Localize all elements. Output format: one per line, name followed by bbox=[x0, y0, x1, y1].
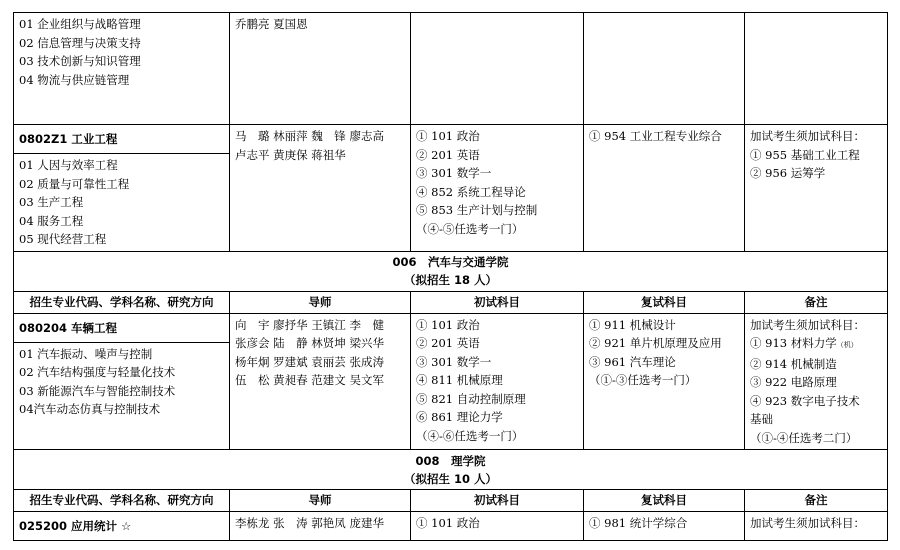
header-row bbox=[14, 490, 888, 512]
direction-item: 04汽车动态仿真与控制技术 bbox=[19, 402, 161, 416]
exam-item: ② 201 英语 bbox=[416, 336, 480, 350]
enrollment-table bbox=[13, 12, 888, 541]
exam-item: ⑤ 821 自动控制原理 bbox=[416, 391, 526, 406]
table-row bbox=[14, 512, 888, 541]
exam-item: ④ 852 系统工程导论 bbox=[416, 184, 526, 199]
initial-exam-cell bbox=[411, 13, 584, 125]
exam-item: ③ 301 数学一 bbox=[416, 354, 492, 369]
direction-item: 02 质量与可靠性工程 bbox=[19, 176, 130, 191]
notes-cell bbox=[745, 125, 888, 252]
initial-exam-cell bbox=[411, 512, 584, 541]
exam-item: ② 201 英语 bbox=[416, 147, 480, 162]
section-header-008 bbox=[14, 450, 888, 490]
note-subscript: （机） bbox=[836, 341, 858, 349]
note-item: （①-④任选考二门） bbox=[750, 430, 858, 445]
notes-cell bbox=[745, 313, 888, 450]
exam-item: （④-⑤任选考一门） bbox=[416, 221, 524, 236]
column-header: 复试科目 bbox=[584, 490, 745, 512]
retest-item: ① 954 工业工程专业综合 bbox=[589, 129, 722, 143]
advisor-line: 李栋龙 张 涛 郭艳凤 庞建华 bbox=[235, 516, 384, 530]
retest-cell bbox=[584, 125, 745, 252]
column-header: 招生专业代码、学科名称、研究方向 bbox=[14, 490, 230, 512]
retest-item: ① 911 机械设计 bbox=[589, 317, 676, 332]
initial-exam-cell bbox=[411, 313, 584, 450]
major-cell bbox=[14, 125, 230, 252]
direction-list bbox=[14, 154, 229, 251]
retest-cell bbox=[584, 313, 745, 450]
direction-item: 02 信息管理与决策支持 bbox=[19, 35, 141, 50]
column-header: 导师 bbox=[230, 490, 411, 512]
retest-item: ② 921 单片机原理及应用 bbox=[589, 336, 722, 350]
header-row bbox=[14, 291, 888, 313]
advisors-cell bbox=[230, 512, 411, 541]
exam-item: ① 101 政治 bbox=[416, 317, 480, 332]
note-item: 加试考生须加试科目： bbox=[750, 129, 865, 143]
note-item: 加试考生须加试科目： bbox=[750, 317, 865, 332]
column-header: 复试科目 bbox=[584, 291, 745, 313]
advisors-cell bbox=[230, 13, 411, 125]
advisor-line: 乔鹏亮 夏国恩 bbox=[235, 17, 308, 31]
exam-item: ④ 811 机械原理 bbox=[416, 373, 503, 387]
advisor-line: 卢志平 黄庚保 蒋祖华 bbox=[235, 147, 346, 162]
column-header: 招生专业代码、学科名称、研究方向 bbox=[14, 291, 230, 313]
table-row bbox=[14, 13, 888, 125]
advisor-line: 张彦会 陆 静 林贤坤 梁兴华 bbox=[235, 336, 384, 350]
column-header: 初试科目 bbox=[411, 291, 584, 313]
section-quota: （拟招生 10 人） bbox=[403, 471, 497, 486]
exam-item: （④-⑥任选考一门） bbox=[416, 428, 524, 443]
direction-item: 03 新能源汽车与智能控制技术 bbox=[19, 383, 176, 398]
direction-item: 04 服务工程 bbox=[19, 213, 84, 228]
retest-item: ① 981 统计学综合 bbox=[589, 516, 688, 530]
advisor-line: 向 宇 廖抒华 王镇江 李 健 bbox=[235, 317, 384, 332]
note-text: ① 913 材料力学 bbox=[750, 336, 837, 350]
retest-cell bbox=[584, 512, 745, 541]
advisors-cell bbox=[230, 125, 411, 252]
note-item: ④ 923 数字电子技术 bbox=[750, 393, 860, 408]
table-row bbox=[14, 125, 888, 252]
major-cell bbox=[14, 512, 230, 541]
note-item: ① 955 基础工业工程 bbox=[750, 147, 860, 162]
retest-item: （①-③任选考一门） bbox=[589, 373, 697, 387]
note-item: ③ 922 电路原理 bbox=[750, 375, 837, 389]
column-header: 初试科目 bbox=[411, 490, 584, 512]
column-header: 备注 bbox=[745, 490, 888, 512]
advisor-line: 马 璐 林丽萍 魏 锋 廖志高 bbox=[235, 129, 384, 143]
direction-item: 01 企业组织与战略管理 bbox=[19, 17, 141, 31]
section-row bbox=[14, 450, 888, 490]
initial-exam-cell bbox=[411, 125, 584, 252]
direction-item: 01 汽车振动、噪声与控制 bbox=[19, 346, 153, 361]
direction-item: 03 技术创新与知识管理 bbox=[19, 54, 141, 68]
retest-cell bbox=[584, 13, 745, 125]
direction-item: 03 生产工程 bbox=[19, 195, 84, 209]
retest-item: ③ 961 汽车理论 bbox=[589, 354, 676, 369]
directions-cell bbox=[14, 13, 230, 125]
exam-item: ③ 301 数学一 bbox=[416, 166, 492, 180]
major-title: 080204 车辆工程 bbox=[14, 314, 229, 343]
table-row bbox=[14, 313, 888, 450]
notes-cell bbox=[745, 13, 888, 125]
note-item: 加试考生须加试科目： bbox=[750, 516, 865, 530]
major-cell bbox=[14, 313, 230, 450]
advisors-cell bbox=[230, 313, 411, 450]
note-item bbox=[750, 334, 882, 355]
note-item: ② 956 运筹学 bbox=[750, 166, 826, 180]
direction-item: 02 汽车结构强度与轻量化技术 bbox=[19, 365, 176, 379]
advisor-line: 杨年炯 罗建斌 袁丽芸 张成涛 bbox=[235, 354, 384, 369]
exam-item: ⑥ 861 理论力学 bbox=[416, 410, 503, 424]
column-header: 导师 bbox=[230, 291, 411, 313]
section-row bbox=[14, 251, 888, 291]
direction-list bbox=[14, 343, 229, 421]
section-quota: （拟招生 18 人） bbox=[403, 273, 497, 287]
note-item: ② 914 机械制造 bbox=[750, 356, 837, 371]
advisor-line: 伍 松 黄昶春 范建文 吴文军 bbox=[235, 373, 384, 387]
major-title: 0802Z1 工业工程 bbox=[14, 125, 229, 154]
column-header: 备注 bbox=[745, 291, 888, 313]
section-header-006 bbox=[14, 251, 888, 291]
direction-item: 01 人因与效率工程 bbox=[19, 158, 118, 172]
exam-item: ⑤ 853 生产计划与控制 bbox=[416, 203, 538, 217]
exam-item: ① 101 政治 bbox=[416, 516, 480, 530]
section-title: 008 理学院 bbox=[415, 453, 486, 468]
notes-cell bbox=[745, 512, 888, 541]
note-item: 基础 bbox=[750, 412, 773, 426]
direction-item: 04 物流与供应链管理 bbox=[19, 72, 130, 87]
section-title: 006 汽车与交通学院 bbox=[392, 255, 509, 269]
exam-item: ① 101 政治 bbox=[416, 129, 480, 143]
direction-item: 05 现代经营工程 bbox=[19, 232, 107, 246]
major-title: 025200 应用统计 ☆ bbox=[19, 519, 132, 533]
